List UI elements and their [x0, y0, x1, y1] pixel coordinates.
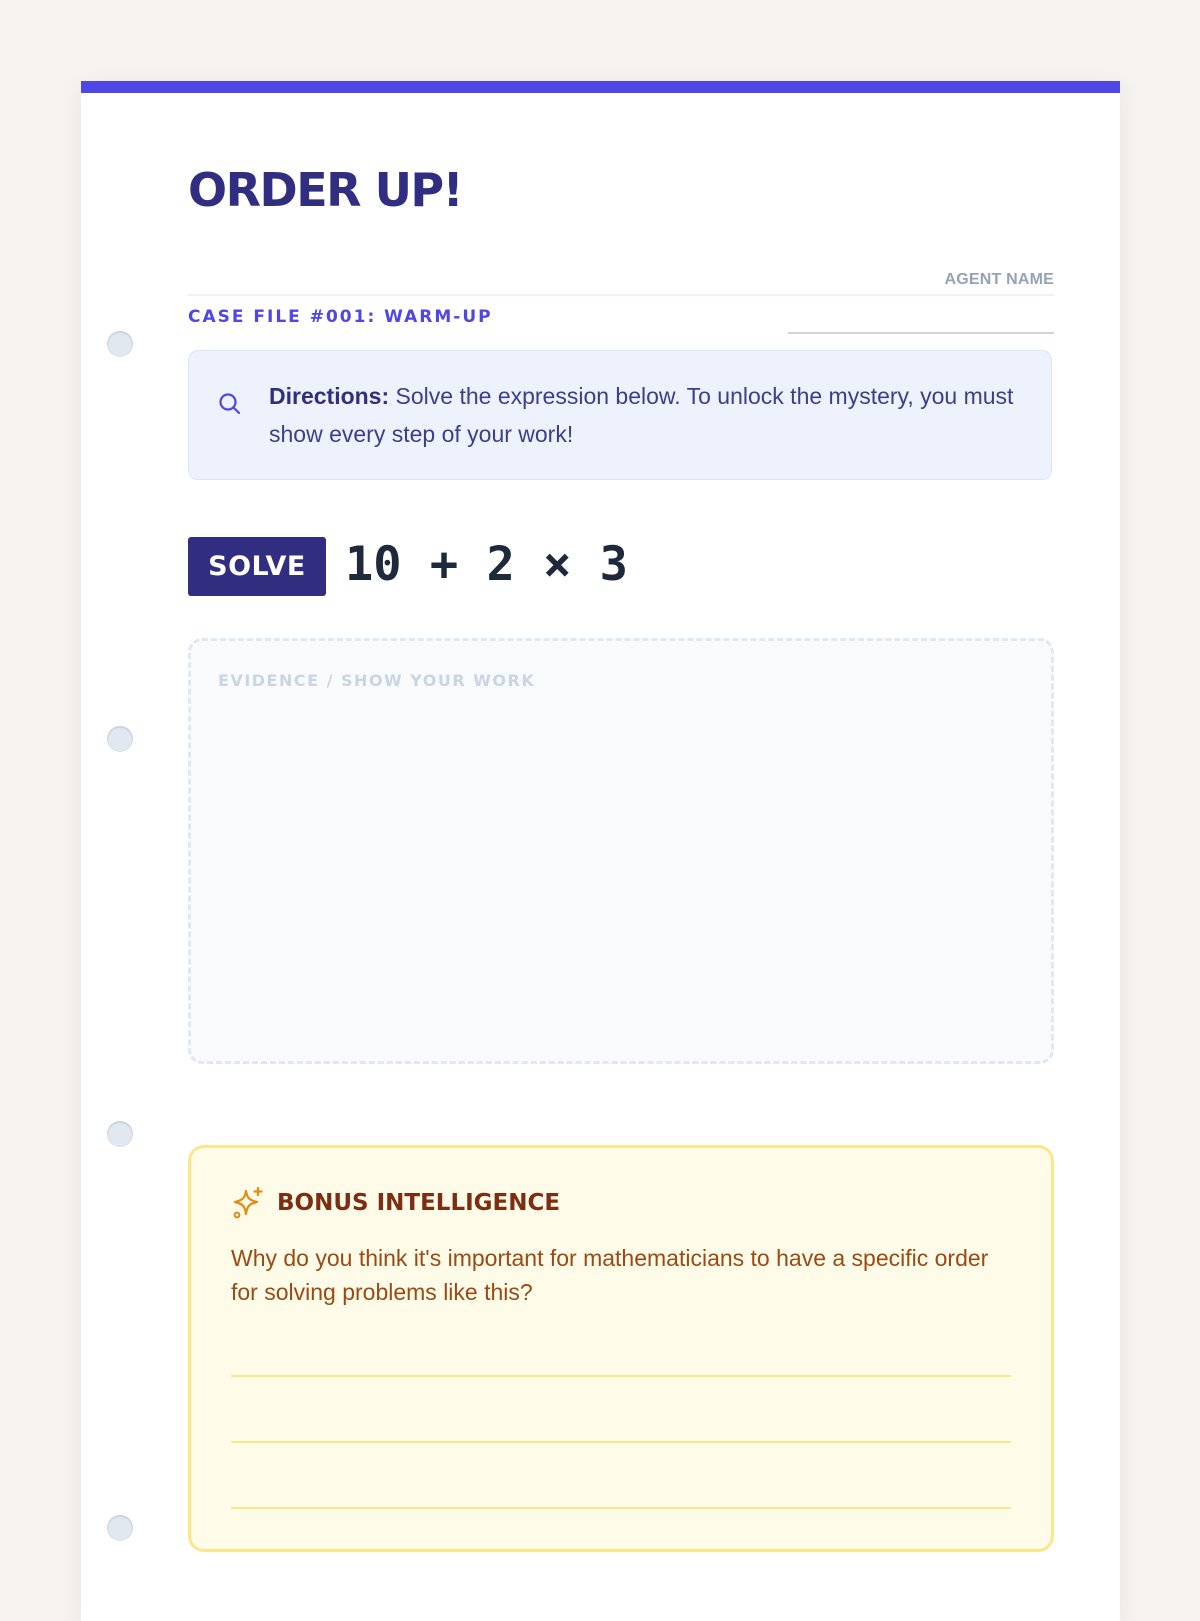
answer-line[interactable] — [231, 1441, 1011, 1443]
bonus-title: BONUS INTELLIGENCE — [277, 1190, 561, 1216]
solve-badge: SOLVE — [188, 537, 326, 596]
directions-text — [269, 377, 1021, 453]
punch-hole — [107, 331, 133, 357]
top-accent-bar — [81, 81, 1120, 93]
directions-callout — [188, 350, 1052, 480]
worksheet-page — [81, 81, 1120, 1621]
directions-body: Solve the expression below. To unlock the mystery, you must show every step of your work! — [269, 383, 1014, 447]
punch-hole — [107, 726, 133, 752]
bonus-card — [188, 1145, 1054, 1552]
punch-hole — [107, 1121, 133, 1147]
header-divider — [188, 294, 1054, 296]
math-expression: 10 + 2 × 3 — [345, 537, 628, 592]
answer-line[interactable] — [231, 1507, 1011, 1509]
search-icon — [217, 391, 243, 417]
page-title: ORDER UP! — [188, 163, 463, 217]
sparkle-icon — [231, 1186, 265, 1220]
bonus-question: Why do you think it's important for mathematicians to have a specific order for solving problems like this? — [231, 1245, 989, 1305]
agent-name-field[interactable] — [788, 332, 1054, 334]
show-work-area[interactable] — [188, 638, 1054, 1064]
directions-label: Directions: — [269, 383, 390, 409]
worksheet-header — [188, 161, 1054, 375]
answer-line[interactable] — [231, 1375, 1011, 1377]
case-file-subtitle: CASE FILE #001: WARM-UP — [188, 307, 493, 327]
show-work-label: EVIDENCE / SHOW YOUR WORK — [218, 671, 536, 690]
agent-name-label: AGENT NAME — [944, 271, 1054, 288]
punch-hole — [107, 1515, 133, 1541]
